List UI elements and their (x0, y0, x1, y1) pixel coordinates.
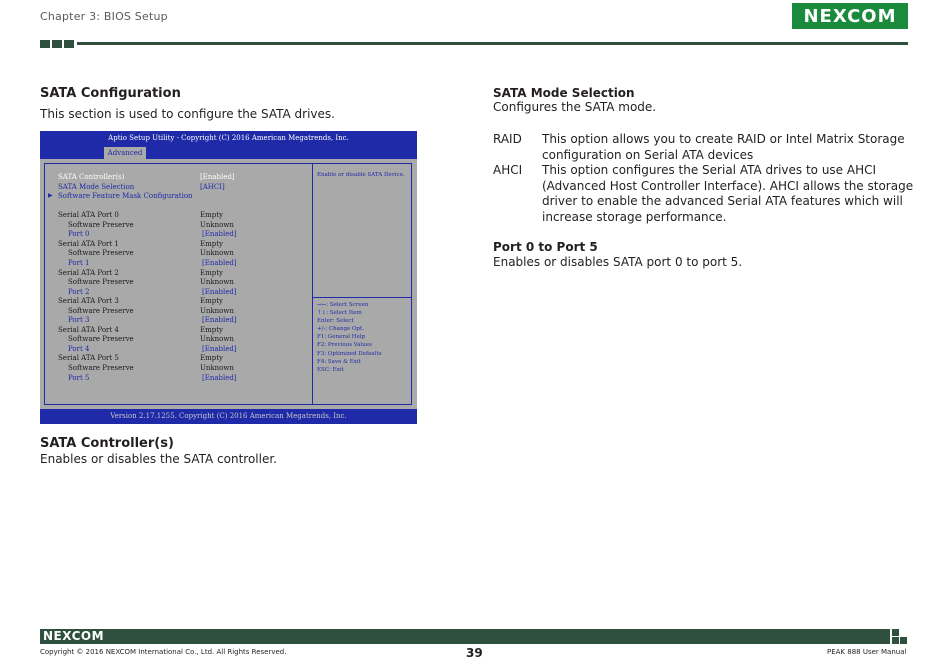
footer-square (892, 629, 899, 636)
bios-title-bar (40, 131, 417, 159)
bios-screenshot (40, 131, 417, 424)
bios-row-label: Software Preserve (68, 364, 134, 372)
nexcom-logo-text: NEXCOM (794, 5, 906, 27)
bios-row[interactable] (40, 191, 312, 201)
bios-row-value: Empty (200, 268, 223, 277)
definition-desc: This option configures the Serial ATA drives to use AHCI (Advanced Host Controller Interface). AHCI allows the storage driver to enable the advanced Serial ATA features which will increase storage performance. (542, 163, 914, 224)
bios-row-label: Serial ATA Port 1 (58, 239, 119, 248)
bios-row-value: [Enabled] (202, 258, 237, 267)
bios-row-value: [Enabled] (202, 344, 237, 353)
bios-row-value: Unknown (200, 249, 234, 258)
bios-row[interactable] (40, 277, 312, 287)
bios-row[interactable] (40, 182, 312, 192)
chapter-heading: Chapter 3: BIOS Setup (40, 10, 168, 23)
bios-key-hint: F4: Save & Exit (317, 358, 361, 365)
bios-row-label: SATA Mode Selection (58, 182, 135, 191)
bios-row[interactable] (40, 220, 312, 230)
bios-row[interactable] (40, 287, 312, 297)
bios-row-value: Unknown (200, 364, 234, 372)
bios-key-hint: F1: General Help (317, 334, 366, 341)
bios-row[interactable] (40, 315, 312, 325)
bios-row-value: Empty (200, 297, 223, 306)
bios-divider (312, 163, 313, 405)
bios-row[interactable] (40, 248, 312, 258)
header-rule (77, 42, 908, 45)
bios-help-text: Enable or disable SATA Device. (317, 172, 405, 178)
bios-row-label: Serial ATA Port 4 (58, 325, 119, 334)
footer-square (900, 637, 907, 644)
bios-row-label: Port 0 (68, 230, 90, 239)
definition-term: AHCI (493, 163, 523, 177)
bios-row-value: Empty (200, 354, 223, 363)
port-desc: Enables or disables SATA port 0 to port 5. (493, 255, 743, 269)
bios-row[interactable] (40, 258, 312, 268)
bios-row-label: Serial ATA Port 3 (58, 297, 119, 306)
bios-row[interactable] (40, 344, 312, 354)
bios-row-value: [Enabled] (200, 173, 235, 181)
bios-key-hint: F3: Optimized Defaults (317, 350, 382, 357)
bios-row[interactable] (40, 325, 312, 335)
bios-row-value: [Enabled] (202, 287, 237, 296)
bios-row[interactable] (40, 296, 312, 306)
footer-bar (40, 629, 890, 644)
bios-row-label: Serial ATA Port 0 (58, 211, 119, 220)
bios-row-label: SATA Controller(s) (58, 173, 125, 181)
bios-row-label: Software Preserve (68, 306, 134, 315)
footer-square (892, 637, 899, 644)
page-number: 39 (466, 646, 483, 660)
bios-row-label: Serial ATA Port 2 (58, 268, 119, 277)
bios-row-label: Port 4 (68, 344, 90, 353)
bios-row-value: Unknown (200, 278, 234, 287)
bios-row[interactable] (40, 306, 312, 316)
bios-row[interactable] (40, 363, 312, 373)
nexcom-logo (792, 3, 908, 29)
section-intro: This section is used to configure the SATA drives. (40, 107, 335, 121)
bios-row-value: Unknown (200, 220, 234, 229)
bios-key-hint: +/-: Change Opt. (317, 326, 365, 333)
bios-row-label: Port 2 (68, 287, 90, 296)
bios-row[interactable] (40, 239, 312, 249)
submenu-arrow-icon: ▶ (48, 192, 53, 200)
bios-key-legend (317, 301, 382, 374)
bios-key-hint: Enter: Select (317, 318, 354, 325)
bios-row-value: [AHCI] (200, 182, 225, 191)
bios-key-hint: ↑↓: Select Item (317, 310, 362, 317)
bios-row[interactable] (40, 334, 312, 344)
port-title: Port 0 to Port 5 (493, 240, 598, 254)
bios-row-label: Software Preserve (68, 220, 134, 229)
bios-row-value: [Enabled] (202, 230, 237, 239)
bios-row[interactable] (40, 210, 312, 220)
definition-term: RAID (493, 132, 522, 146)
manual-title: PEAK 888 User Manual (827, 648, 907, 656)
mode-title: SATA Mode Selection (493, 86, 635, 100)
bios-row-value: Unknown (200, 335, 234, 344)
bios-row-value: Unknown (200, 306, 234, 315)
definition-desc: This option allows you to create RAID or Intel Matrix Storage configuration on Serial ATA devices (542, 132, 905, 162)
bios-key-hint: F2: Previous Values (317, 342, 372, 349)
bios-row-value: Empty (200, 239, 223, 248)
bios-row-label: Port 5 (68, 373, 90, 382)
bios-row-label: Port 3 (68, 316, 90, 325)
bios-help-separator (313, 297, 412, 298)
bios-row-value: Empty (200, 211, 223, 220)
section-title: SATA Configuration (40, 86, 181, 101)
bios-row[interactable] (40, 268, 312, 278)
controller-desc: Enables or disables the SATA controller. (40, 452, 277, 466)
bios-row-value: [Enabled] (202, 373, 237, 382)
bios-row[interactable] (40, 353, 312, 363)
mode-desc: Configures the SATA mode. (493, 100, 657, 114)
bios-row[interactable] (40, 373, 312, 383)
bios-row-value: Empty (200, 325, 223, 334)
bios-key-hint: →←: Select Screen (317, 302, 369, 308)
bios-row-label: Software Preserve (68, 278, 134, 287)
header-blocks (40, 40, 74, 48)
bios-title: Aptio Setup Utility - Copyright (C) 2016 American Megatrends, Inc. (108, 134, 349, 142)
bios-version-bar: Version 2.17.1255. Copyright (C) 2016 American Megatrends, Inc. (40, 409, 417, 424)
bios-row-label: Software Preserve (68, 335, 134, 344)
bios-row-value: [Enabled] (202, 316, 237, 325)
bios-row-label: Software Preserve (68, 249, 134, 258)
footer-logo: NEXCOM (43, 629, 105, 643)
bios-row[interactable] (40, 172, 312, 182)
bios-tab-advanced[interactable]: Advanced (104, 147, 146, 159)
bios-row-label: Serial ATA Port 5 (58, 354, 119, 363)
bios-row-label: Software Feature Mask Configuration (58, 192, 193, 201)
bios-row[interactable] (40, 229, 312, 239)
bios-row-label: Port 1 (68, 258, 90, 267)
bios-key-hint: ESC: Exit (317, 366, 344, 373)
footer-copyright: Copyright © 2016 NEXCOM International Co., Ltd. All Rights Reserved. (40, 648, 287, 656)
controller-title: SATA Controller(s) (40, 436, 174, 451)
